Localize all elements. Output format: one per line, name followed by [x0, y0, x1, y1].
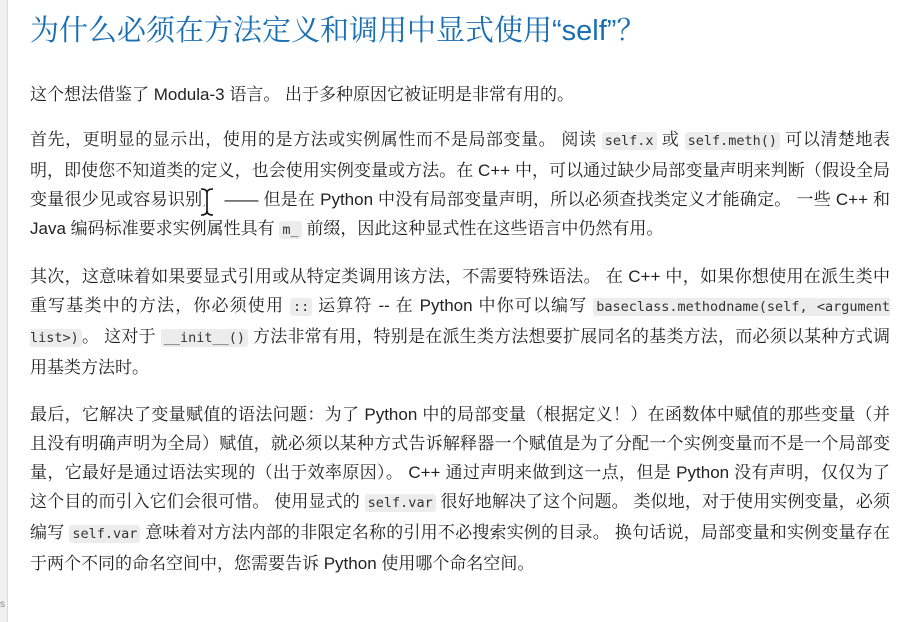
mouse-ibeam-cursor-icon: [198, 187, 216, 217]
paragraph-text: 。 这对于: [81, 327, 161, 346]
paragraph-text: 很好地解决了这个问题。 类似地，对于使用实例变量，必须编写: [30, 492, 890, 542]
paragraph-text: 最后，它解决了变量赋值的语法问题：为了 Python 中的局部变量（根据定义！）在函数体中赋值的那些变量（并且没有明确声明为全局）赋值，就必须以某种方式告诉解释器一个赋值是为了分配一个实例变量而不是一个局部变量，它最好是通过语法实现的（出于效率原因）。 C++ 通过声明来做到这一点，但是 Python 没有声明，仅仅为了这个目的而引入它们会很可惜。 使用显式的: [30, 405, 890, 511]
paragraph-text: 这个想法借鉴了 Modula-3 语言。 出于多种原因它被证明是非常有用的。: [30, 85, 575, 104]
paragraph-text: 意味着对方法内部的非限定名称的引用不必搜索实例的目录。 换句话说，局部变量和实例变量存在于两个不同的命名空间中，您需要告诉 Python 使用哪个命名空间。: [30, 523, 890, 573]
edge-glyph: s: [0, 599, 5, 610]
inline-code-self-var: self.var: [69, 525, 140, 543]
paragraph-text: 首先，更明显的显示出，使用的是方法或实例属性而不是局部变量。 阅读: [30, 130, 602, 149]
left-border-rule: [0, 0, 8, 622]
paragraph-text: 可以清楚地表明，即使您不知道类的定义，也会使用实例变量或方法。在 C++ 中，可以通过缺少局部变量声明来判断（假设全局变量很少见或容易识别） —— 但是在 Python 中没有局部变量声明，所以必须查找类定义才能确定。 一些 C++ 和 Java 编码标准要求实例属性具有: [30, 130, 891, 238]
paragraph-text: 运算符 -- 在 Python 中你可以编写: [312, 296, 594, 315]
paragraph-second-reason: [30, 262, 890, 382]
paragraph-intro: [30, 80, 890, 109]
inline-code-m-prefix: m_: [279, 221, 301, 239]
inline-code-self-var: self.var: [365, 494, 436, 512]
paragraph-text: 方法非常有用，特别是在派生类方法想要扩展同名的基类方法，而必须以某种方式调用基类方法时。: [30, 327, 890, 377]
inline-code-init: __init__(): [161, 329, 248, 347]
inline-code-baseclass-call: baseclass.methodname(self, <argument list>): [30, 299, 890, 346]
paragraph-text: 前缀，因此这种显式性在这些语言中仍然有用。: [301, 219, 664, 238]
paragraph-text: 或: [656, 130, 685, 149]
paragraph-first-reason: [30, 125, 890, 245]
paragraph-text: 其次，这意味着如果要显式引用或从特定类调用该方法，不需要特殊语法。 在 C++ 中，如果你想使用在派生类中重写基类中的方法，你必须使用: [30, 267, 890, 315]
inline-code-self-meth: self.meth(): [685, 132, 780, 150]
page-title: 为什么必须在方法定义和调用中显式使用“self”？: [30, 15, 646, 47]
inline-code-scope-operator: ::: [290, 298, 312, 316]
paragraph-third-reason: [30, 400, 890, 578]
faq-article: [30, 0, 890, 578]
inline-code-self-x: self.x: [602, 132, 657, 150]
